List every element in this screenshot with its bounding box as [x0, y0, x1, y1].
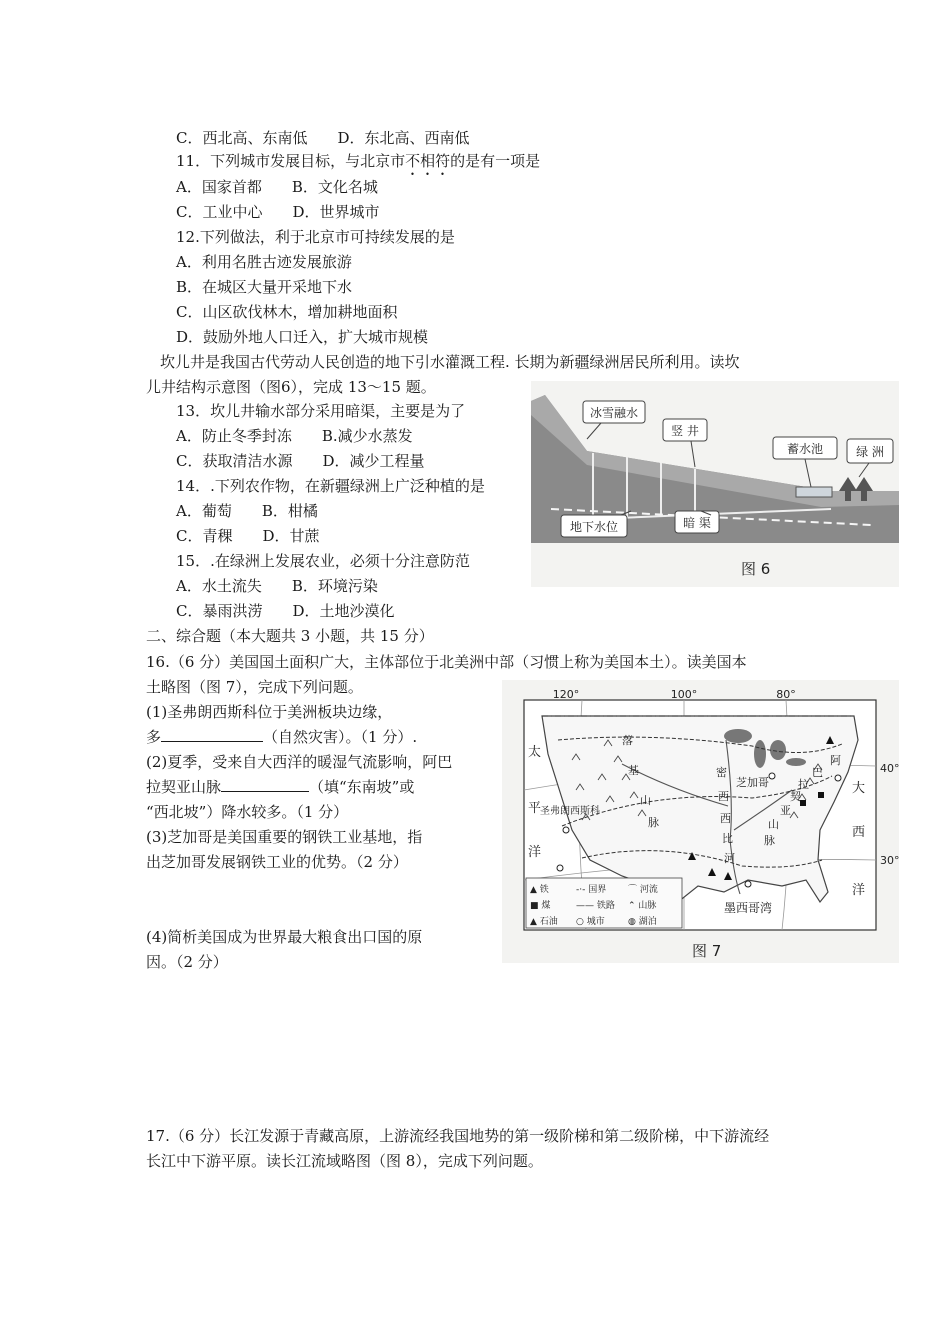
- q16-part1-b: [146, 727, 417, 747]
- label-appal-7: 脉: [764, 834, 775, 847]
- figure-6-karez: [531, 381, 899, 587]
- q16-part1-answer-blank[interactable]: [161, 727, 263, 742]
- label-appal-5: 亚: [780, 804, 791, 817]
- q14-stem: 14．.下列农作物，在新疆绿洲上广泛种植的是: [176, 477, 485, 495]
- q13-options-ab: [176, 426, 413, 446]
- q16-part2-c: “西北坡”）降水较多。（1 分）: [146, 803, 349, 821]
- q16-line1: 16.（6 分）美国国土面积广大，主体部位于北美洲中部（习惯上称为美国本土）。读美国本: [146, 653, 747, 671]
- label-san-francisco: 圣弗朗西斯科: [540, 806, 600, 817]
- label-reservoir: 蓄水池: [786, 442, 824, 456]
- q13-option-b: B.减少水蒸发: [321, 427, 413, 445]
- q12-stem: 12.下列做法，利于北京市可持续发展的是: [176, 228, 455, 246]
- q12-option-a: A．利用名胜古迹发展旅游: [176, 253, 352, 271]
- label-atlantic-2: 西: [852, 825, 866, 840]
- legend-iron: ▲ 铁: [530, 885, 549, 895]
- legend-railway: —— 铁路: [576, 901, 615, 911]
- q10-options: [176, 128, 470, 148]
- q13-option-c: C．获取清洁水源: [176, 452, 293, 470]
- label-appal-6: 山: [768, 818, 779, 831]
- q13-options-cd: [176, 451, 425, 471]
- q12-option-b: B．在城区大量开采地下水: [176, 278, 353, 296]
- q11-options-ab: [176, 177, 378, 197]
- q15-option-c: C．暴雨洪涝: [176, 602, 263, 620]
- label-miss-5: 河: [724, 852, 735, 865]
- label-rocky-2: 基: [628, 764, 639, 777]
- q14-option-b: B．柑橘: [261, 502, 318, 520]
- q11-option-b: B．文化名城: [291, 178, 378, 196]
- q15-option-b: B．环境污染: [291, 577, 378, 595]
- q14-option-d: D．甘蔗: [262, 527, 320, 545]
- q16-part2-a: (2)夏季，受来自大西洋的暖湿气流影响，阿巴: [146, 753, 453, 771]
- q14-options-ab: [176, 501, 318, 521]
- label-miss-4: 比: [722, 832, 733, 845]
- legend-oil: ▲ 石油: [530, 917, 558, 927]
- q16-part2-answer-blank[interactable]: [221, 777, 309, 792]
- q15-options-cd: [176, 601, 395, 621]
- legend-mountain: ⌃ 山脉: [628, 901, 657, 911]
- label-gulf-of-mexico: 墨西哥湾: [724, 901, 773, 915]
- q15-option-a: A．水土流失: [176, 577, 262, 595]
- lat-30: 30°: [880, 854, 899, 867]
- q14-option-a: A．葡萄: [176, 502, 232, 520]
- q16-part1-b-post: （自然灾害）。（1 分）.: [263, 728, 418, 746]
- figure-7-caption: 图 7: [692, 942, 722, 960]
- legend-border: -·- 国界: [576, 885, 607, 895]
- label-pacific-3: 洋: [528, 845, 542, 860]
- lon-120: 120°: [552, 688, 580, 701]
- q11-stem-emphasis: 不相符: [405, 152, 451, 170]
- label-oasis: 绿 洲: [856, 445, 884, 459]
- q15-options-ab: [176, 576, 378, 596]
- label-melt-water: 冰雪融水: [589, 406, 639, 420]
- q15-option-d: D．土地沙漠化: [292, 602, 395, 620]
- label-rocky-4: 脉: [648, 816, 659, 829]
- label-miss-1: 密: [716, 766, 727, 779]
- label-pacific-2: 平: [528, 801, 542, 816]
- lon-100: 100°: [670, 688, 698, 701]
- label-underground-channel: 暗 渠: [683, 516, 711, 530]
- lat-40: 40°: [880, 762, 899, 775]
- legend-coal: ■ 煤: [530, 901, 551, 911]
- q11-option-c: C．工业中心: [176, 203, 263, 221]
- label-rocky-3: 山: [640, 794, 651, 807]
- reservoir-shape: [796, 487, 832, 497]
- q16-part2-b: [146, 777, 414, 797]
- q12-option-c: C．山区砍伐林木，增加耕地面积: [176, 303, 398, 321]
- label-rocky-1: 落: [622, 734, 633, 747]
- label-appal-1: 阿: [830, 754, 841, 767]
- lon-80: 80°: [776, 688, 796, 701]
- karez-intro-line2: 儿井结构示意图（图6），完成 13～15 题。: [146, 378, 436, 396]
- q11-stem-post: 的是有一项是: [450, 152, 541, 170]
- label-water-table: 地下水位: [569, 520, 619, 534]
- q13-option-d: D．减少工程量: [322, 452, 425, 470]
- q12-option-d: D．鼓励外地人口迁入，扩大城市规模: [176, 328, 429, 346]
- q17-line1: 17.（6 分）长江发源于青藏高原，上游流经我国地势的第一级阶梯和第二级阶梯，中下游流经: [146, 1127, 770, 1145]
- legend-lake: ◍ 湖泊: [628, 917, 657, 927]
- q16-part1-a: (1)圣弗朗西斯科位于美洲板块边缘，: [146, 703, 393, 721]
- q15-stem: 15．.在绿洲上发展农业，必须十分注意防范: [176, 552, 470, 570]
- figure-6-caption: 图 6: [741, 560, 771, 578]
- q11-option-a: A．国家首都: [176, 178, 262, 196]
- legend-river: ⌒ 河流: [628, 885, 658, 895]
- q13-stem: 13．坎儿井输水部分采用暗渠，主要是为了: [176, 402, 466, 420]
- q16-part3-b: 出芝加哥发展钢铁工业的优势。（2 分）: [146, 853, 408, 871]
- city-chicago: [769, 773, 775, 779]
- q14-option-c: C．青稞: [176, 527, 233, 545]
- figure-7-usa-map: [502, 680, 899, 963]
- city-san-francisco: [563, 827, 569, 833]
- q16-part1-b-pre: 多: [146, 728, 162, 746]
- label-appal-4: 契: [790, 790, 801, 803]
- q16-part3-a: (3)芝加哥是美国重要的钢铁工业基地，指: [146, 828, 423, 846]
- label-atlantic-1: 大: [852, 781, 866, 796]
- q10-option-d: D．东北高、西南低: [337, 129, 470, 147]
- legend-city: ○ 城市: [576, 917, 605, 927]
- section2-title: 二、综合题（本大题共 3 小题，共 15 分）: [146, 627, 434, 645]
- label-appal-3: 拉: [798, 778, 809, 791]
- q16-part2-b-post: （填“东南坡”或: [309, 778, 415, 796]
- q17-line2: 长江中下游平原。读长江流域略图（图 8），完成下列问题。: [146, 1152, 543, 1170]
- q11-options-cd: [176, 202, 380, 222]
- label-chicago: 芝加哥: [736, 776, 769, 789]
- q16-line2: 土略图（图 7），完成下列问题。: [146, 678, 363, 696]
- q10-option-c: C．西北高、东南低: [176, 129, 308, 147]
- q11-option-d: D．世界城市: [292, 203, 380, 221]
- label-atlantic-3: 洋: [852, 883, 866, 898]
- karez-intro-line1: 坎儿井是我国古代劳动人民创造的地下引水灌溉工程. 长期为新疆绿洲居民所利用。读坎: [160, 353, 740, 371]
- q14-options-cd: [176, 526, 320, 546]
- q11-stem: [176, 151, 540, 179]
- label-appal-2: 巴: [812, 766, 823, 779]
- label-vertical-shaft: 竖 井: [671, 424, 699, 438]
- q13-option-a: A．防止冬季封冻: [176, 427, 292, 445]
- q11-stem-pre: 11．下列城市发展目标，与北京市: [176, 152, 406, 170]
- q16-part2-b-pre: 拉契亚山脉: [146, 778, 222, 796]
- q16-part4-b: 因。（2 分）: [146, 953, 228, 971]
- q16-part4-a: (4)简析美国成为世界最大粮食出口国的原: [146, 928, 423, 946]
- label-pacific-1: 太: [528, 745, 542, 760]
- label-miss-2: 西: [718, 790, 729, 803]
- label-miss-3: 西: [720, 812, 731, 825]
